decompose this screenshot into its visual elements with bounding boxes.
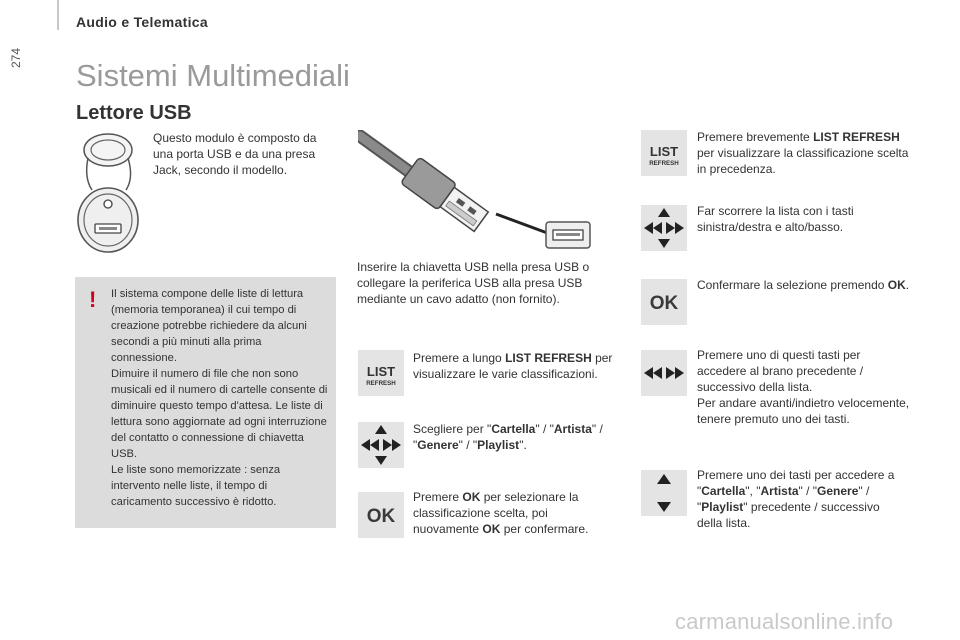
track-navigation-instruction <box>697 347 912 427</box>
ud-option-genere: Genere <box>817 484 859 498</box>
warning-text <box>111 286 329 510</box>
list-key-label-right: LIST <box>649 144 679 159</box>
ok-key <box>358 492 404 538</box>
warning-icon: ! <box>89 287 97 312</box>
ok-text-e: per confermare. <box>500 522 589 536</box>
choose-sep-1: " / " <box>535 422 554 436</box>
four-way-arrows-key-right <box>641 205 687 251</box>
ud-sep-3: " / " <box>697 484 870 514</box>
ok-key-name-1: OK <box>462 490 481 504</box>
short-press-key-name: LIST REFRESH <box>813 130 900 144</box>
long-press-text: Premere a lungo <box>413 351 506 365</box>
short-press-text: Premere brevemente <box>697 130 814 144</box>
option-genere: Genere <box>417 438 459 452</box>
choose-text: Scegliere per " <box>413 422 492 436</box>
four-way-arrows-key <box>358 422 404 468</box>
page-title: Sistemi Multimediali <box>76 58 350 93</box>
ud-sep-2: " / " <box>798 484 818 498</box>
four-way-arrows-icon <box>358 422 404 468</box>
list-refresh-key-right <box>641 130 687 176</box>
ud-option-cartella: Cartella <box>701 484 746 498</box>
ok-key-name-2: OK <box>482 522 501 536</box>
four-way-arrows-icon-right <box>641 205 687 251</box>
ok-key-label: OK <box>366 506 396 527</box>
confirm-key-name: OK <box>887 278 906 292</box>
long-press-instruction <box>413 350 623 382</box>
ud-sep-1: ", " <box>745 484 761 498</box>
header-divider <box>57 0 59 30</box>
usb-stick-illustration <box>358 130 598 254</box>
option-artista: Artista <box>553 422 592 436</box>
choose-sep-2: " / " <box>413 422 603 452</box>
confirm-selection-instruction <box>697 277 912 293</box>
ok-text-a: Premere <box>413 490 463 504</box>
watermark: carmanualsonline.info <box>675 609 894 634</box>
section-header: Audio e Telematica <box>76 14 208 30</box>
up-down-arrows-icon <box>641 470 687 516</box>
up-down-arrows-key <box>641 470 687 516</box>
warning-paragraph-3: Le liste sono memorizzate : senza intervento nelle liste, il tempo di caricamento successivo è ridotto. <box>111 464 281 508</box>
choose-end: ". <box>519 438 527 452</box>
list-refresh-key <box>358 350 404 396</box>
short-press-instruction <box>697 129 912 177</box>
short-press-text-end: per visualizzare la classificazione scelta in precedenza. <box>697 146 909 176</box>
option-playlist: Playlist <box>477 438 520 452</box>
page-number: 274 <box>9 47 23 68</box>
left-right-arrows-key <box>641 350 687 396</box>
ok-key-label-right: OK <box>649 293 679 314</box>
choose-sep-3: " / " <box>458 438 478 452</box>
choose-classification-instruction <box>413 421 623 453</box>
long-press-key-name: LIST REFRESH <box>505 351 592 365</box>
ok-key-right <box>641 279 687 325</box>
section-subtitle: Lettore USB <box>76 102 192 124</box>
long-press-text-end: per visualizzare le varie classificazioni. <box>413 351 613 381</box>
confirm-text-end: . <box>905 278 910 292</box>
warning-paragraph-1: Il sistema compone delle liste di lettura (memoria temporanea) il cui tempo di creazione potrebbe richiedere da alcuni secondi a più minuti alla prima connessione. <box>111 288 307 364</box>
track-navigation-text-2: Per andare avanti/indietro velocemente, tenere premuto uno dei tasti. <box>697 396 910 426</box>
list-key-label: LIST <box>366 364 396 379</box>
ud-option-playlist: Playlist <box>701 500 744 514</box>
warning-paragraph-2: Dimuire il numero di file che non sono musicali ed il numero di cartelle consente di diminuire questo tempo d'attesa. Le liste di lettura sono aggiornate ad ogni interruzione del contatto o connessione di chiavetta USB. <box>111 368 328 460</box>
category-navigation-instruction <box>697 467 907 531</box>
refresh-key-label: REFRESH <box>366 380 396 387</box>
option-cartella: Cartella <box>491 422 536 436</box>
ud-text: Premere uno dei tasti per accedere a " <box>697 468 895 498</box>
ud-option-artista: Artista <box>760 484 799 498</box>
warning-box <box>75 277 336 528</box>
confirm-text: Confermare la selezione premendo <box>697 278 888 292</box>
track-navigation-text-1: Premere uno di questi tasti per accedere al brano precedente / successivo della lista. <box>697 348 864 394</box>
module-description: Questo modulo è composto da una porta USB e da una presa Jack, secondo il modello. <box>153 131 317 177</box>
ud-text-end: " precedente / successivo della lista. <box>697 500 880 530</box>
scroll-list-instruction: Far scorrere la lista con i tasti sinistra/destra e alto/basso. <box>697 204 854 234</box>
insert-usb-instruction: Inserire la chiavetta USB nella presa USB o collegare la periferica USB alla presa USB mediante un cavo adatto (non fornito). <box>357 260 590 306</box>
ok-select-instruction <box>413 489 613 537</box>
ok-text-c: per selezionare la classificazione scelta, poi nuovamente <box>413 490 579 536</box>
refresh-key-label-right: REFRESH <box>649 160 679 167</box>
left-right-arrows-icon <box>641 350 687 396</box>
usb-jack-port-illustration <box>74 128 144 258</box>
